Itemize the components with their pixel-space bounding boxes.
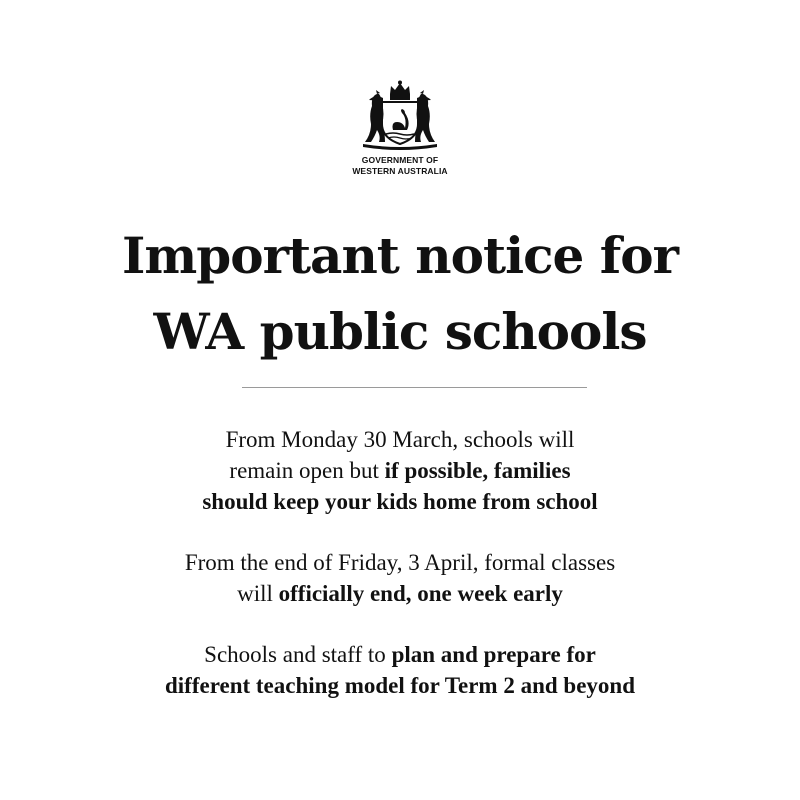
notice-text: Schools and staff to — [204, 642, 392, 667]
title-line-1: Important notice for — [122, 226, 678, 285]
notice-emphasis-text: different teaching model for Term 2 and beyond — [164, 673, 636, 698]
notice-emphasis-text: if possible, families — [384, 458, 571, 483]
notice-emphasis-text: plan and prepare for — [391, 642, 596, 667]
notice-text: remain open but — [229, 458, 385, 483]
title-divider — [242, 387, 587, 388]
wa-coat-of-arms-icon — [355, 80, 445, 152]
notice-text: From Monday 30 March, schools will — [225, 427, 575, 452]
government-line-2: WESTERN AUSTRALIA — [352, 166, 448, 176]
notice-paragraph-2 — [60, 547, 740, 609]
notice-line — [60, 486, 740, 517]
notice-line — [60, 578, 740, 609]
page-title — [60, 218, 740, 370]
notice-line — [60, 639, 740, 670]
notice-paragraph-1 — [60, 424, 740, 517]
notice-emphasis-text: officially end, one week early — [278, 581, 563, 606]
notice-line — [60, 670, 740, 701]
government-line-1: GOVERNMENT OF — [361, 155, 439, 165]
notice-paragraph-3 — [60, 639, 740, 701]
notice-text: will — [237, 581, 279, 606]
government-wordmark — [300, 155, 500, 177]
notice-text: From the end of Friday, 3 April, formal classes — [184, 550, 616, 575]
notice-line — [60, 455, 740, 486]
notice-line — [60, 547, 740, 578]
title-line-2: WA public schools — [153, 302, 647, 361]
notice-emphasis-text: should keep your kids home from school — [202, 489, 598, 514]
notice-line — [60, 424, 740, 455]
